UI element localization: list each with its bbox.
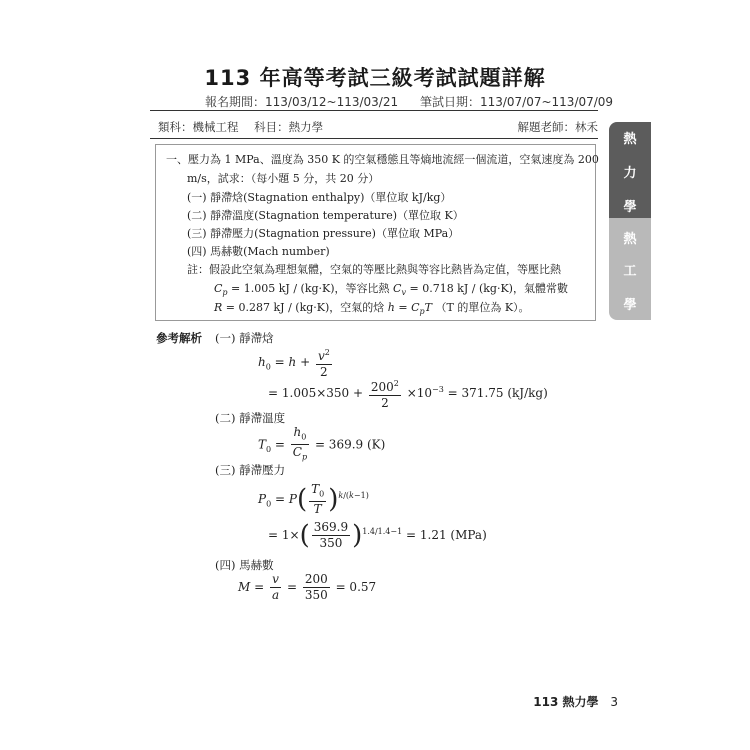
question-line-1: 一、壓力為 1 MPa、溫度為 350 K 的空氣穩態且等熵地流經一個流道，空氣速度為 200	[166, 153, 599, 166]
solution-part-2: (二) 靜滯溫度	[215, 411, 286, 425]
fraction-3699-over-350	[312, 520, 350, 551]
tab-light-char-3: 學	[623, 298, 637, 313]
eq1-result: = 371.75 (kJ/kg)	[447, 386, 548, 400]
tab-light-char-1: 熱	[623, 232, 637, 247]
note-cv-text: = 0.718 kJ / (kg·K)，氣體常數	[409, 282, 568, 295]
teacher-label: 解題老師：林禾	[517, 120, 598, 134]
category-label: 類科：機械工程	[158, 120, 239, 134]
header-rule	[150, 110, 598, 111]
question-box	[155, 144, 599, 321]
page-number: 3	[610, 695, 618, 709]
solution-part-3: (三) 靜滯壓力	[215, 463, 286, 477]
note-r-text: = 0.287 kJ / (kg·K)，空氣的焓	[225, 301, 385, 314]
question-note-cp: $C_p = 1.005$ kJ / (kg·K)，等容比熱 $C_v = 0.718$ kJ / (kg·K)，氣體常數	[214, 282, 568, 298]
equation-1a: $h_0 = h$ + $\frac{v^2}{2}$	[258, 345, 334, 380]
eq4-result: = 0.57	[335, 580, 377, 594]
eq4-num: 200	[304, 572, 328, 586]
fraction-200-over-350	[303, 572, 330, 603]
eq3-frac-num: 369.9	[313, 520, 349, 534]
tab-dark-char-1: 熱	[623, 132, 637, 147]
tab-dark-char-2: 力	[623, 166, 637, 181]
question-item-2: (二) 靜滯溫度(Stagnation temperature)（單位取 K）	[187, 209, 464, 222]
solution-part-4: (四) 馬赫數	[215, 558, 274, 572]
solution-part-1: (一) 靜滯焓	[215, 331, 274, 345]
chapter-side-tabs	[609, 122, 651, 320]
fraction-v-over-a: $\frac{v}{a}$	[271, 572, 280, 602]
meta-rule	[150, 138, 598, 139]
equation-3b: = 1×( $\frac{369.9}{350}$ )$^{1.4/1.4-1}$ = 1.21 (MPa)	[268, 520, 487, 551]
subject-label: 科目：熱力學	[254, 120, 324, 134]
question-item-3: (三) 靜滯壓力(Stagnation pressure)（單位取 MPa）	[187, 227, 460, 240]
eq2-result: = 369.9 (K)	[314, 437, 386, 452]
tab-thermal-engineering	[609, 218, 651, 320]
tab-thermodynamics	[609, 122, 651, 218]
fraction-v2-over-2: $\frac{v^2}{2}$	[316, 345, 332, 380]
eq3-lead: = 1×	[268, 528, 300, 542]
eq3-exp-num: 1.4	[362, 527, 375, 536]
fraction-200sq-over-2: $\frac{200^2}{2}$	[369, 376, 401, 411]
footer-book-title: 113 熱力學	[533, 695, 599, 709]
signup-period: 報名期間：113/03/12~113/03/21	[205, 95, 399, 109]
eq1-frac-den: 2	[381, 396, 389, 410]
tab-light-char-2: 工	[623, 264, 637, 279]
question-item-1: (一) 靜滯焓(Stagnation enthalpy)（單位取 kJ/kg）	[187, 191, 452, 204]
note-cp-text: = 1.005 kJ / (kg·K)，等容比熱	[231, 282, 390, 295]
tab-dark-char-3: 學	[623, 200, 637, 215]
exam-meta	[158, 119, 323, 135]
eq1-lead: = 1.005×350 +	[268, 386, 364, 400]
fraction-h0-over-cp: $\frac{h_0}{C_p}$	[292, 425, 308, 462]
eq1-mult: ×10	[406, 386, 433, 400]
page-title: 113 年高等考試三級考試試題詳解	[204, 66, 546, 90]
note-tail-text: （T 的單位為 K）。	[435, 301, 530, 314]
eq3-frac-den: 350	[319, 536, 343, 550]
question-line-2: m/s，試求：（每小題 5 分，共 20 分）	[187, 172, 380, 185]
equation-1b: = 1.005×350 + $\frac{200^2}{2}$ $\times 10^{-3} = 371.75$ (kJ/kg)	[268, 376, 548, 411]
fraction-t0-over-t: $\frac{T_0}{T}$	[311, 482, 325, 517]
question-note-r: R = 0.287 kJ / (kg·K)，空氣的焓 $h = C_pT$ （T 的單位為 K）。	[214, 301, 530, 317]
page-footer	[533, 693, 618, 710]
question-item-4: (四) 馬赫數(Mach number)	[187, 245, 330, 258]
eq3-result: = 1.21 (MPa)	[406, 528, 487, 542]
equation-2: $T_0$ = $\frac{h_0}{C_p}$ = 369.9 (K)	[258, 425, 385, 465]
exam-date: 筆試日期：113/07/07~113/07/09	[419, 95, 614, 109]
question-note: 註：假設此空氣為理想氣體，空氣的等壓比熱與等容比熱皆為定值，等壓比熱	[187, 263, 561, 276]
eq4-den: 350	[304, 588, 328, 602]
solution-label: 參考解析	[156, 331, 202, 345]
eq3-exp-den: 1.4−1	[377, 527, 403, 536]
eq1-frac-num: 200	[370, 380, 394, 394]
exam-dates	[205, 93, 613, 110]
equation-3a: $P_0 = P$( $\frac{T_0}{T}$ )$^{k/(k-1)}$	[258, 482, 369, 517]
equation-4: M = $\frac{v}{a}$ = $\frac{200}{350}$ = 0.57	[238, 572, 377, 602]
